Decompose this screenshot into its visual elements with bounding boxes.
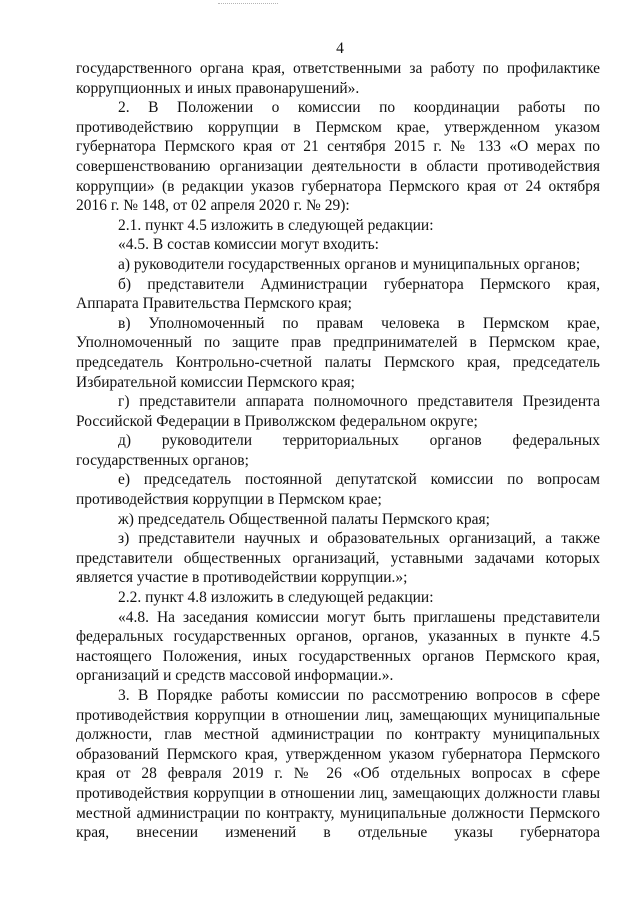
page-top-edge-mark xyxy=(218,0,278,4)
paragraph-item-2-1: 2.1. пункт 4.5 изложить в следующей редакции: xyxy=(118,216,434,234)
document-body xyxy=(76,59,600,843)
paragraph-item-2-2: 2.2. пункт 4.8 изложить в следующей редакции: xyxy=(118,589,434,607)
paragraph-subitem-z: з) представители научных и образовательных организаций, а также представители общественных организаций, уставными задачами которых является участие в противодействии коррупции.»; xyxy=(76,530,600,587)
paragraph-subitem-g: г) представители аппарата полномочного представителя Президента Российской Федерации в Приволжском федеральном округе; xyxy=(76,393,600,430)
page-number: 4 xyxy=(336,40,344,57)
paragraph-item-2: 2. В Положении о комиссии по координации работы по противодействию коррупции в Пермском крае, утвержденном указом губернатора Пермского края от 21 сентября 2015 г. № 133 «О мерах по совершенствованию организации деятельности в области противодействия коррупции» (в редакции указов губернатора Пермского края от 24 октября 2016 г. № 148, от 02 апреля 2020 г. № 29): xyxy=(76,99,600,215)
paragraph-subitem-v: в) Уполномоченный по правам человека в Пермском крае, Уполномоченный по защите прав предпринимателей в Пермском крае, председатель Контрольно-счетной палаты Пермского края, председатель Избирательной комиссии Пермского края; xyxy=(76,314,600,391)
paragraph-clause-4-8: «4.8. На заседания комиссии могут быть приглашены представители федеральных государственных органов, органов, указанных в пункте 4.5 настоящего Положения, иных государственных органов Пермского края, организаций и средств массовой информации.». xyxy=(76,608,600,685)
paragraph-clause-4-5: «4.5. В состав комиссии могут входить: xyxy=(118,236,379,254)
paragraph-subitem-zh: ж) председатель Общественной палаты Пермского края; xyxy=(118,510,490,528)
paragraph-continuation: государственного органа края, ответственными за работу по профилактике коррупционных и иных правонарушений». xyxy=(76,60,600,97)
paragraph-subitem-d: д) руководители территориальных органов федеральных государственных органов; xyxy=(76,432,600,469)
paragraph-subitem-b: б) представители Администрации губернатора Пермского края, Аппарата Правительства Пермского края; xyxy=(76,275,600,313)
paragraph-subitem-e: е) председатель постоянной депутатской комиссии по вопросам противодействия коррупции в Пермском крае; xyxy=(76,471,600,509)
paragraph-item-3: 3. В Порядке работы комиссии по рассмотрению вопросов в сфере противодействия коррупции в отношении лиц, замещающих муниципальные должности, глав местной администрации по контракту муниципальных образований Пермского края, утвержденном указом губернатора Пермского края от 28 февраля 2019 г. № 26 «Об отдельных вопросах в сфере противодействия коррупции в отношении лиц, замещающих должности главы местной администрации по контракту, муниципальные должности Пермского края, внесении изменений в отдельные указы губернатора xyxy=(76,687,600,842)
paragraph-subitem-a: а) руководители государственных органов и муниципальных органов; xyxy=(118,255,581,273)
